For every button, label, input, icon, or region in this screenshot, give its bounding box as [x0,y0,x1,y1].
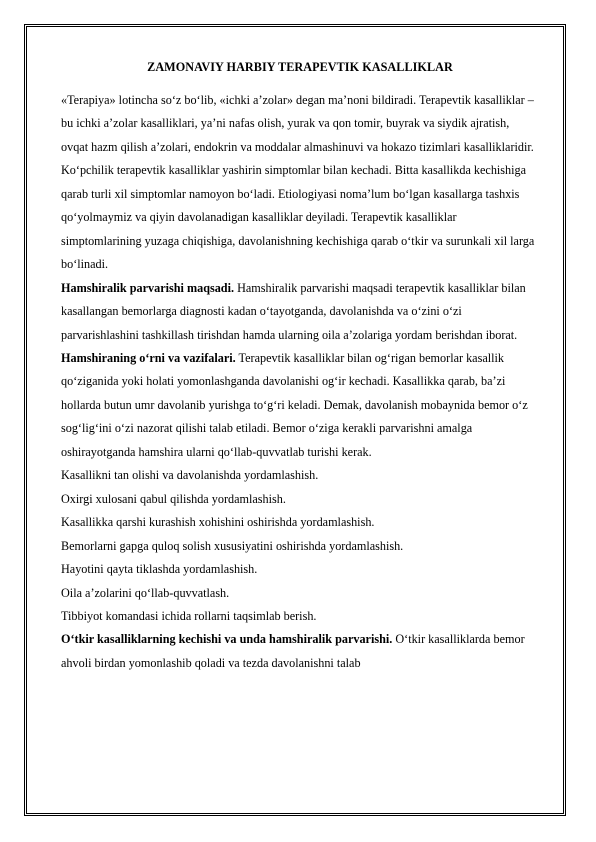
nursing-goal-heading: Hamshiralik parvarishi maqsadi. [61,280,235,295]
task-item: Kasallikka qarshi kurashish xohishini oshirishda yordamlashish. [61,515,375,530]
nursing-goal-text: Hamshiralik parvarishi maqsadi terapevtik kasalliklar bilan kasallangan bemorlarga diagnosti kadan o‘tayotganda, davolanishda va o‘zini o‘zi parvarishlashini tashkillash tirishdan hamda ularning oila a’zolariga yordam berishdan iborat. [61,280,526,342]
symptoms-paragraph: Ko‘pchilik terapevtik kasalliklar yashirin simptomlar bilan kechadi. Bitta kasallikda kechishiga qarab turli xil simptomlar namoyon bo‘ladi. Etiologiyasi noma’lum bo‘lgan kasallarga tashxis qo‘yolmaymiz va qiyin davolanadigan kasalliklar deyiladi. Terapevtik kasalliklar simptomlarining yuzaga chiqishiga, davolanishning kechishiga qarab o‘tkir va surunkali xil larga bo‘linadi. [61,163,535,272]
document-body [61,57,539,675]
acute-diseases-text: O‘tkir kasalliklarda bemor ahvoli birdan yomonlashib qoladi va tezda davolanishni talab [61,632,525,670]
task-item: Oila a’zolarini qo‘llab-quvvatlash. [61,585,230,600]
task-item: Bemorlarni gapga quloq solish xususiyatini oshirishda yordamlashish. [61,538,404,553]
nursing-goal-paragraph [61,277,539,347]
task-item: Hayotini qayta tiklashda yordamlashish. [61,562,258,577]
acute-diseases-paragraph [61,628,539,675]
intro-paragraph: «Terapiya» lotincha so‘z bo‘lib, «ichki a’zolar» degan ma’noni bildiradi. Terapevtik kasalliklar – bu ichki a’zolar kasalliklari, ya’ni nafas olish, yurak va qon tomir, buyrak va siydik ajratish, ovqat hazm qilish a’zolari, endokrin va moddalar almashinuvi va hokazo tizimlari kasalliklaridir. [61,93,534,154]
task-item: Oxirgi xulosani qabul qilishda yordamlashish. [61,491,286,506]
nurse-role-heading: Hamshiraning o‘rni va vazifalari. [61,350,236,365]
document-title: ZAMONAVIY HARBIY TERAPEVTIK KASALLIKLAR [147,60,453,74]
nurse-role-text: Terapevtik kasalliklar bilan og‘rigan bemorlar kasallik qo‘ziganida yoki holati yomonlashganda davolanishi og‘ir kechadi. Kasallikka qarab, ba’zi hollarda butun umr davolanib yurishga to‘g‘ri keladi. Demak, davolanish mobaynida bemor o‘z sog‘lig‘ini o‘zi nazorat qilishi talab etiladi. Bemor o‘ziga kerakli parvarishni amalga oshirayotganda hamshira ularni qo‘llab-quvvatlab turishi kerak. [61,350,528,459]
acute-diseases-heading: O‘tkir kasalliklarning kechishi va unda hamshiralik parvarishi. [61,632,393,647]
task-item: Tibbiyot komandasi ichida rollarni taqsimlab berish. [61,608,317,623]
nurse-role-paragraph [61,347,539,464]
task-item: Kasallikni tan olishi va davolanishda yordamlashish. [61,468,319,483]
